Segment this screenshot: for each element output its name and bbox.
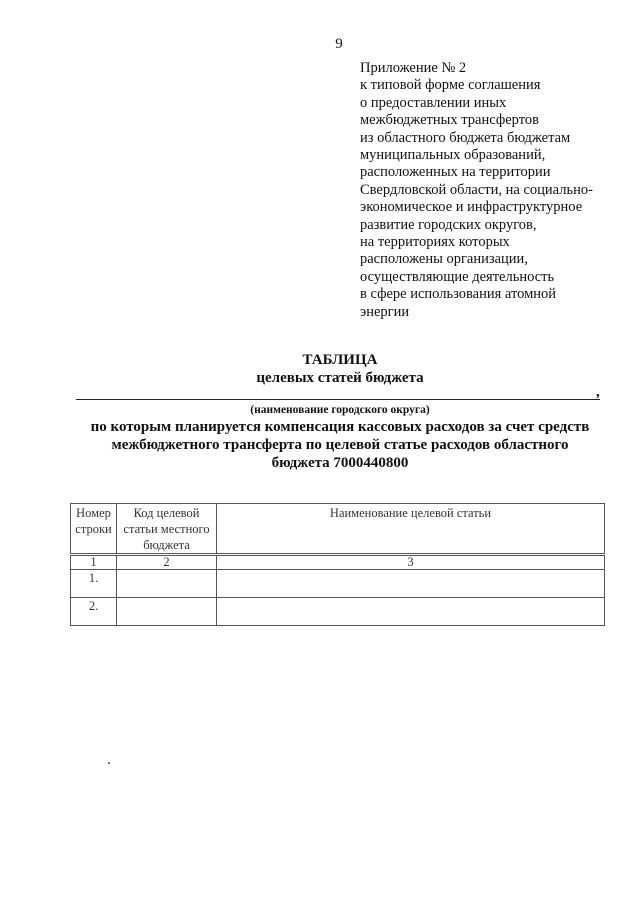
document-title: ТАБЛИЦА [302,352,378,368]
appendix-line: Свердловской области, на социально- [360,181,593,198]
appendix-line: осуществляющие деятельность [360,268,555,285]
municipality-name-fill-line [76,399,600,400]
appendix-line: о предоставлении иных [360,94,507,111]
header-row-number: Номер строки [71,504,117,555]
appendix-line: энергии [360,303,410,320]
item-name-cell [217,598,605,626]
appendix-line: расположенных на территории [360,164,551,181]
appendix-line: на территориях которых [360,234,510,251]
appendix-line: в сфере использования атомной [360,286,557,303]
table-description [60,418,620,472]
page-number: 9 [335,36,343,52]
document-subtitle: целевых статей бюджета [256,370,424,386]
appendix-line: экономическое и инфраструктурное [360,199,583,216]
appendix-line: межбюджетных трансфертов [360,112,539,129]
fill-line-comma: , [596,384,600,400]
row-number-cell: 1. [71,570,117,598]
column-number: 3 [217,555,605,570]
scan-speck [108,762,110,764]
local-code-cell [117,598,217,626]
appendix-line: муниципальных образований, [360,147,546,164]
table-row [71,598,605,626]
local-code-cell [117,570,217,598]
description-line: межбюджетного трансферта по целевой статье расходов областного [111,437,569,453]
header-item-name: Наименование целевой статьи [217,504,605,555]
appendix-line: Приложение № 2 [360,60,467,76]
appendix-line: развитие городских округов, [360,216,537,233]
description-line: по которым планируется компенсация кассовых расходов за счет средств [90,419,590,435]
appendix-block [360,60,630,321]
appendix-line: к типовой форме соглашения [360,77,541,94]
column-number: 1 [71,555,117,570]
item-name-cell [217,570,605,598]
column-number-row [71,555,605,570]
target-items-table [70,503,605,626]
column-number: 2 [117,555,217,570]
header-local-code: Код целевой статьи местного бюджета [117,504,217,555]
fill-line-hint: (наименование городского округа) [250,404,430,416]
description-line: бюджета 7000440800 [271,455,409,471]
appendix-line: из областного бюджета бюджетам [360,129,571,146]
row-number-cell: 2. [71,598,117,626]
appendix-line: расположены организации, [360,251,528,268]
table-row [71,570,605,598]
table-header-row [71,504,605,555]
